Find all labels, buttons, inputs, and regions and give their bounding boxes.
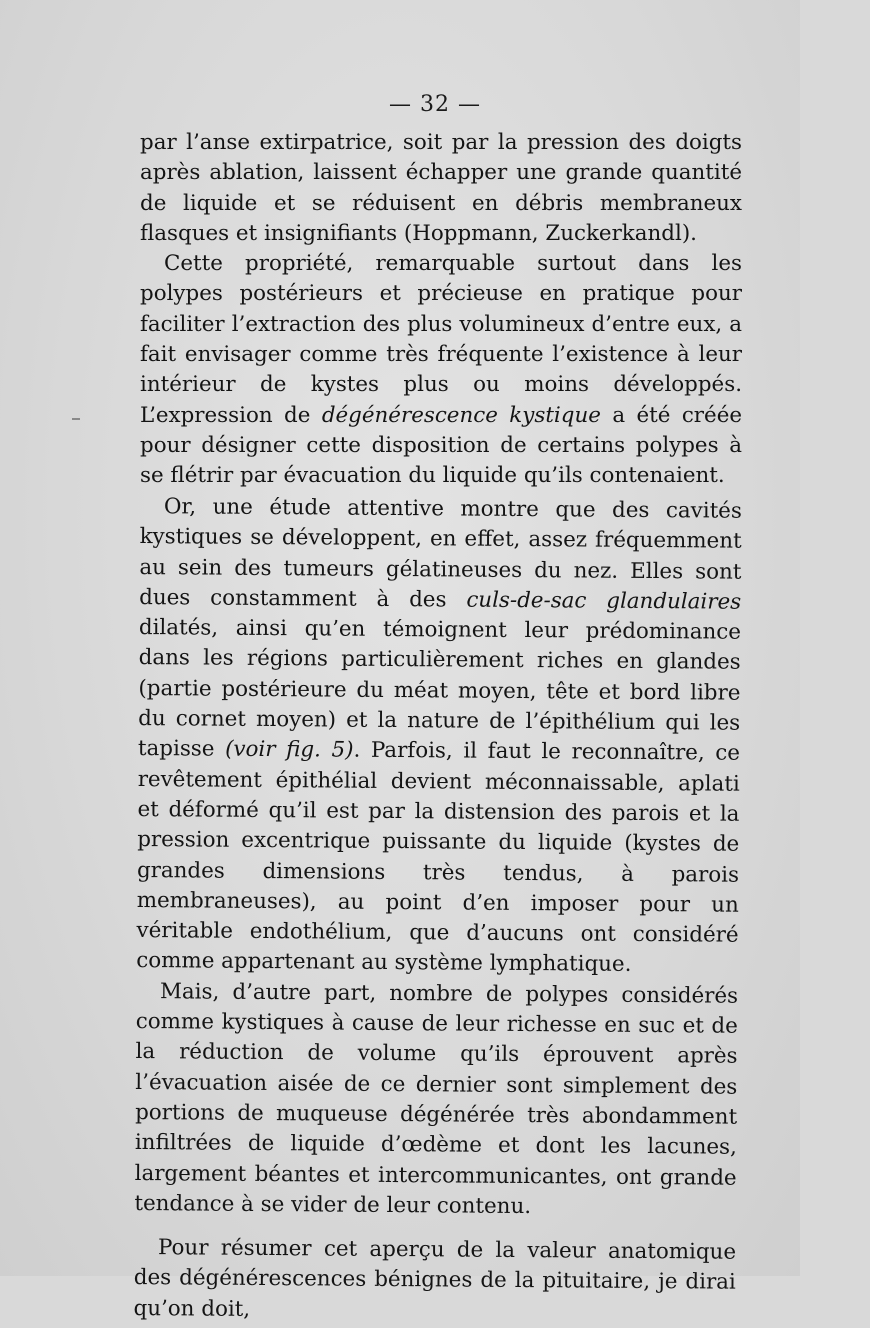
- paragraph-5: [133, 1233, 736, 1328]
- paragraph-4: [134, 976, 738, 1223]
- paragraph-3-text-b: dilatés, ainsi qu’en témoignent leur prédominance dans les régions particulièrement riches en glandes (partie postérieure du méat moyen, tête et bord libre du cornet moyen) et la nature de l’épithélium qui les tapisse: [137, 614, 742, 762]
- paragraph-2: [140, 249, 742, 491]
- paragraph-3: [136, 492, 742, 981]
- paragraph-1: [140, 128, 742, 249]
- paragraph-3-figure-ref: (voir fig. 5): [225, 736, 354, 763]
- page-number: — 32 —: [389, 92, 481, 117]
- paragraph-1-text: par l’anse extirpatrice, soit par la pression des doigts après ablation, laissent échapper une grande quantité de liquide et se réduisent en débris membraneux flasques et insignifiants (Hoppmann, Zuckerkandl).: [140, 130, 742, 246]
- paragraph-3-text-c: . Parfois, il faut le reconnaître, ce revêtement épithélial devient méconnaissable, aplati et déformé qu’il est par la distension des parois et la pression excentrique puissante du liquide (kystes de grandes dimensions très tendus, à parois membraneuses), au point d’en imposer pour un véritable endothélium, que d’aucuns ont considéré comme appartenant au système lymphatique.: [136, 737, 741, 977]
- paragraph-3-text-a: Or, une étude attentive montre que des cavités kystiques se développent, en effet, assez fréquemment au sein des tumeurs gélatineuses du nez. Elles sont dues constamment à des: [139, 493, 742, 613]
- paragraph-2-text-b: a été créée pour désigner cette disposition de certains polypes à se flétrir par évacuation du liquide qu’ils contenaient.: [140, 402, 743, 489]
- paragraph-2-text-a: Cette propriété, remarquable surtout dans les polypes postérieurs et précieuse en pratique pour faciliter l’extraction des plus volumineux d’entre eux, a fait envisager comme très fréquente l’existence à leur intérieur de kystes plus ou moins développés. L’expression de: [140, 251, 742, 428]
- paragraph-5-text: Pour résumer cet aperçu de la valeur anatomique des dégénérescences bénignes de la pituitaire, je dirai qu’on doit,: [133, 1234, 737, 1322]
- lower-section: [133, 492, 742, 1328]
- paragraph-2-italic-term: dégénérescence kystique: [321, 402, 601, 428]
- paragraph-3-italic-term: culs-de-sac glandulaires: [466, 587, 742, 615]
- ink-mark: [72, 418, 80, 420]
- body-text: [133, 128, 743, 1324]
- paragraph-4-text: Mais, d’autre part, nombre de polypes considérés comme kystiques à cause de leur richesse en suc et de la réduction de volume qu’ils éprouvent après l’évacuation aisée de ce dernier sont simplement des portions de muqueuse dégénérée très abondamment infiltrées de liquide d’œdème et dont les lacunes, largement béantes et intercommunicantes, ont grande tendance à se vider de leur contenu.: [134, 978, 739, 1219]
